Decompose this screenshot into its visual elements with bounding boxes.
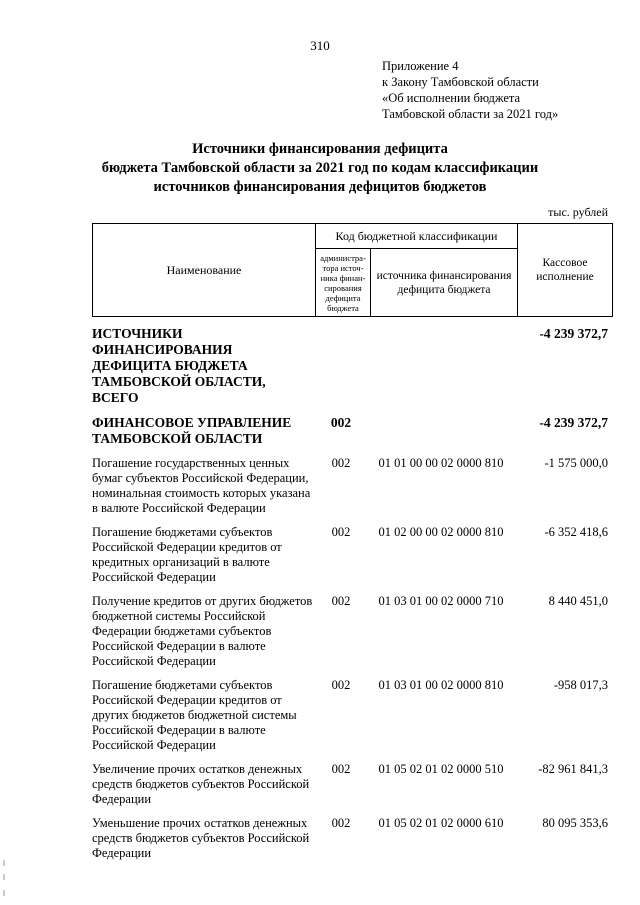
table-row [92,762,612,807]
row-name: ИСТОЧНИКИ ФИНАНСИРОВАНИЯ ДЕФИЦИТА БЮДЖЕТА ТАМБОВСКОЙ ОБЛАСТИ, ВСЕГО [92,326,266,405]
appendix-line: Тамбовской области за 2021 год» [382,107,559,121]
scan-margin-marks [2,860,6,900]
header-admin: администра-тора источ-ника финан-сирования дефицита бюджета [316,249,371,317]
table-row [92,594,612,669]
row-admin-code: 002 [331,678,351,692]
row-admin-code: 002 [331,816,351,830]
title-line: Источники финансирования дефицита [192,141,448,157]
row-name: ФИНАНСОВОЕ УПРАВЛЕНИЕ ТАМБОВСКОЙ ОБЛАСТИ [92,415,292,446]
table-row [92,678,612,753]
row-source-code [368,326,514,406]
title-line: источников финансирования дефицитов бюджетов [153,179,487,195]
row-admin-code: 002 [331,594,351,608]
units-label: тыс. рублей [548,205,608,219]
row-admin-code: 002 [331,762,351,776]
table-row [92,326,612,406]
row-amount: -82 961 841,3 [538,762,608,776]
row-amount: -6 352 418,6 [544,525,608,539]
row-admin-code: 002 [330,415,352,430]
row-name: Уменьшение прочих остатков денежных средств бюджетов субъектов Российской Федерации [92,816,310,860]
header-amount: Кассовое исполнение [518,224,613,317]
header-code-group: Код бюджетной классификации [316,224,518,249]
table-row [92,816,612,861]
row-admin-code: 002 [331,456,351,470]
table-body [92,326,612,870]
table-row [92,456,612,516]
row-source-code: 01 05 02 01 02 0000 510 [378,762,504,776]
table-row [92,525,612,585]
appendix-line: Приложение 4 [382,59,459,73]
row-amount: -958 017,3 [553,678,608,692]
row-admin-code: 002 [331,525,351,539]
header-source: источника финансирования дефицита бюджета [371,249,518,317]
row-amount: -4 239 372,7 [539,415,608,430]
table-row [92,415,612,447]
page-number: 310 [310,38,330,53]
row-name: Погашение государственных ценных бумаг субъектов Российской Федерации, номинальная стоимость которых указана в валюте Российской Федерации [92,456,311,515]
title-line: бюджета Тамбовской области за 2021 год по кодам классификации [101,160,539,176]
row-name: Погашение бюджетами субъектов Российской Федерации кредитов от кредитных организаций в валюте Российской Федерации [92,525,282,584]
row-amount: 80 095 353,6 [542,816,608,830]
row-amount: -1 575 000,0 [544,456,608,470]
row-source-code: 01 05 02 01 02 0000 610 [378,816,504,830]
row-admin-code [314,326,368,406]
row-source-code: 01 01 00 00 02 0000 810 [378,456,504,470]
row-amount: -4 239 372,7 [539,326,608,341]
row-source-code: 01 02 00 00 02 0000 810 [378,525,504,539]
row-name: Получение кредитов от других бюджетов бюджетной системы Российской Федерации бюджетами субъектов Российской Федерации в валюте Российской Федерации [92,594,313,668]
row-source-code: 01 03 01 00 02 0000 710 [378,594,504,608]
appendix-line: «Об исполнении бюджета [382,91,521,105]
row-source-code: 01 03 01 00 02 0000 810 [378,678,504,692]
row-name: Погашение бюджетами субъектов Российской Федерации кредитов от других бюджетов бюджетной системы Российской Федерации в валюте Российской Федерации [92,678,297,752]
row-amount: 8 440 451,0 [548,594,608,608]
document-title [0,140,640,197]
appendix-line: к Закону Тамбовской области [382,75,539,89]
appendix-note [382,58,558,122]
table-header [92,223,613,317]
row-name: Увеличение прочих остатков денежных средств бюджетов субъектов Российской Федерации [92,762,310,806]
row-source-code [368,415,514,447]
header-name: Наименование [93,224,316,317]
